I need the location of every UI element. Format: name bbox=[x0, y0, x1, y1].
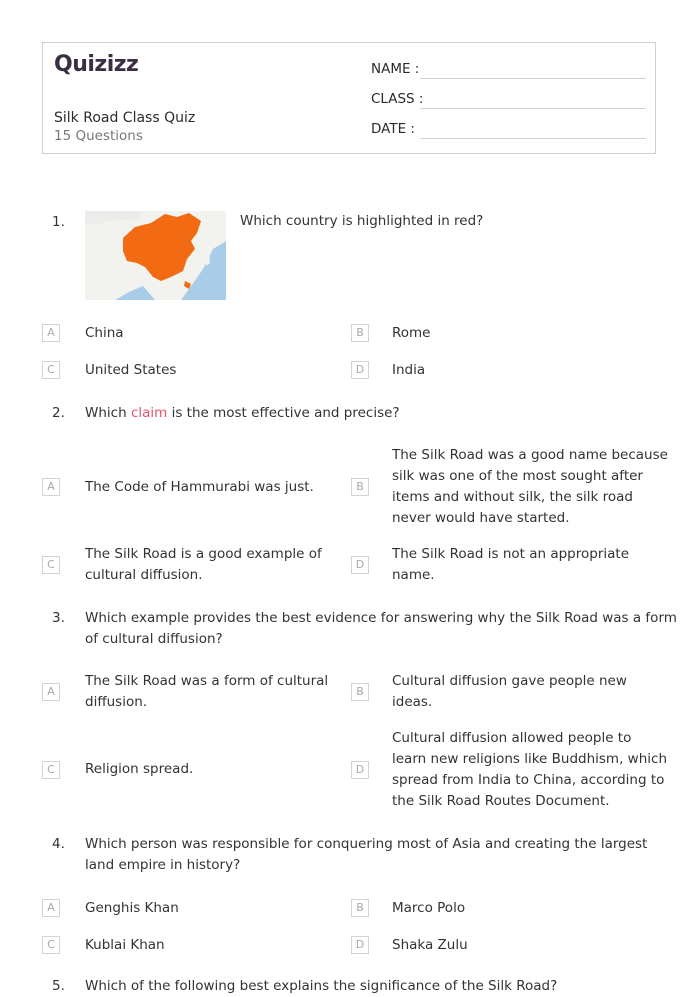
option-box-a: A bbox=[42, 478, 60, 496]
option-text: Genghis Khan bbox=[85, 900, 179, 916]
option-box-b: B bbox=[351, 899, 369, 917]
option-text: United States bbox=[85, 362, 177, 378]
name-label: NAME : bbox=[371, 61, 420, 77]
highlighted-word: claim bbox=[130, 405, 168, 421]
option-text: Rome bbox=[392, 325, 431, 341]
option-box-b: B bbox=[351, 478, 369, 496]
question-number: 1. bbox=[52, 214, 65, 230]
option-text: India bbox=[392, 362, 426, 378]
option-text: Cultural diffusion gave people new ideas. bbox=[392, 673, 627, 710]
question-text: Which person was responsible for conquering most of Asia and creating the largest land empire in history? bbox=[85, 836, 648, 873]
option-box-d: D bbox=[351, 761, 369, 779]
question-number: 4. bbox=[52, 836, 65, 852]
option-box-a: A bbox=[42, 899, 60, 917]
option-box-d: D bbox=[351, 556, 369, 574]
option-box-a: A bbox=[42, 683, 60, 701]
china-map-image bbox=[85, 211, 226, 300]
option-text: Religion spread. bbox=[85, 761, 194, 777]
question-text: Which claim is the most effective and precise? bbox=[85, 405, 400, 421]
option-box-c: C bbox=[42, 936, 60, 954]
option-box-d: D bbox=[351, 361, 369, 379]
option-text: The Code of Hammurabi was just. bbox=[85, 479, 314, 495]
class-label: CLASS : bbox=[371, 91, 424, 107]
option-text: Marco Polo bbox=[392, 900, 466, 916]
option-box-b: B bbox=[351, 324, 369, 342]
option-text: The Silk Road is a good example of cultural diffusion. bbox=[85, 546, 322, 583]
question-number: 5. bbox=[52, 978, 65, 994]
question-text: Which of the following best explains the significance of the Silk Road? bbox=[85, 978, 558, 994]
option-box-d: D bbox=[351, 936, 369, 954]
question-text: Which example provides the best evidence for answering why the Silk Road was a form of cultural diffusion? bbox=[85, 610, 677, 647]
option-box-b: B bbox=[351, 683, 369, 701]
option-box-c: C bbox=[42, 761, 60, 779]
option-text: The Silk Road was a form of cultural diffusion. bbox=[85, 673, 329, 710]
option-text: Shaka Zulu bbox=[392, 937, 468, 953]
option-box-a: A bbox=[42, 324, 60, 342]
question-number: 3. bbox=[52, 610, 65, 626]
question-count: 15 Questions bbox=[54, 128, 143, 144]
name-field-line bbox=[420, 78, 646, 79]
worksheet-header bbox=[42, 42, 656, 154]
option-text: The Silk Road was a good name because silk was one of the most sought after items and without silk, the silk road never would have started. bbox=[392, 447, 668, 526]
option-text: China bbox=[85, 325, 124, 341]
option-text: The Silk Road is not an appropriate name. bbox=[392, 546, 630, 583]
quizizz-logo: Quizizz bbox=[54, 52, 139, 77]
option-text: Cultural diffusion allowed people to learn new religions like Buddhism, which spread from India to China, according to the Silk Road Routes Document. bbox=[392, 730, 667, 809]
option-text: Kublai Khan bbox=[85, 937, 165, 953]
date-field-line bbox=[420, 138, 646, 139]
quiz-title: Silk Road Class Quiz bbox=[54, 110, 196, 126]
question-text: Which country is highlighted in red? bbox=[240, 213, 484, 229]
date-label: DATE : bbox=[371, 121, 415, 137]
option-box-c: C bbox=[42, 361, 60, 379]
class-field-line bbox=[420, 108, 646, 109]
question-number: 2. bbox=[52, 405, 65, 421]
option-box-c: C bbox=[42, 556, 60, 574]
